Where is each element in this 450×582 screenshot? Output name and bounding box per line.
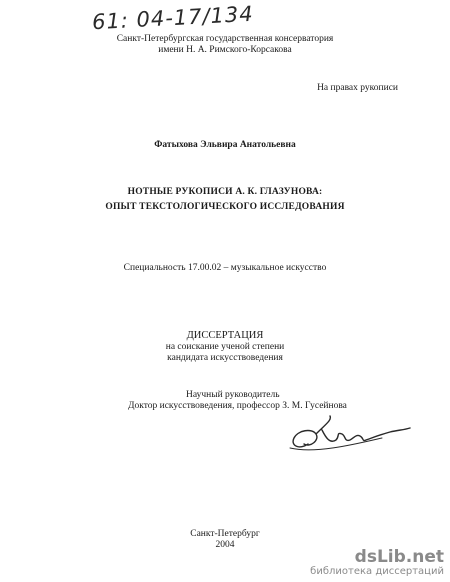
supervisor-label: Научный руководитель	[186, 390, 280, 400]
specialty: Специальность 17.00.02 – музыкальное искусство	[123, 263, 327, 273]
watermark-subtitle: библиотека диссертаций	[310, 566, 444, 577]
degree-line-2: кандидата искусствоведения	[167, 353, 283, 363]
institution-line-2: имени Н. А. Римского-Корсакова	[158, 45, 292, 55]
author-name: Фатыхова Эльвира Анатольевна	[154, 140, 296, 150]
title-line-1: НОТНЫЕ РУКОПИСИ А. К. ГЛАЗУНОВА:	[127, 187, 323, 197]
rights-notice: На правах рукописи	[317, 83, 398, 93]
signature	[286, 410, 416, 462]
institution-line-1: Санкт-Петербургская государственная консерватория	[116, 34, 334, 44]
supervisor-name: Доктор искусствоведения, профессор З. М. Гусейнова	[128, 401, 347, 411]
year: 2004	[215, 540, 235, 550]
city: Санкт-Петербург	[190, 529, 260, 539]
degree-line-1: на соискание ученой степени	[165, 342, 285, 352]
dissertation-label: ДИССЕРТАЦИЯ	[186, 330, 264, 341]
title-line-2: ОПЫТ ТЕКСТОЛОГИЧЕСКОГО ИССЛЕДОВАНИЯ	[105, 202, 345, 212]
watermark-logo: dsLib.net	[354, 547, 444, 567]
handwritten-catalog-number: 61: 04-17/134	[91, 1, 255, 35]
watermark	[310, 548, 444, 578]
